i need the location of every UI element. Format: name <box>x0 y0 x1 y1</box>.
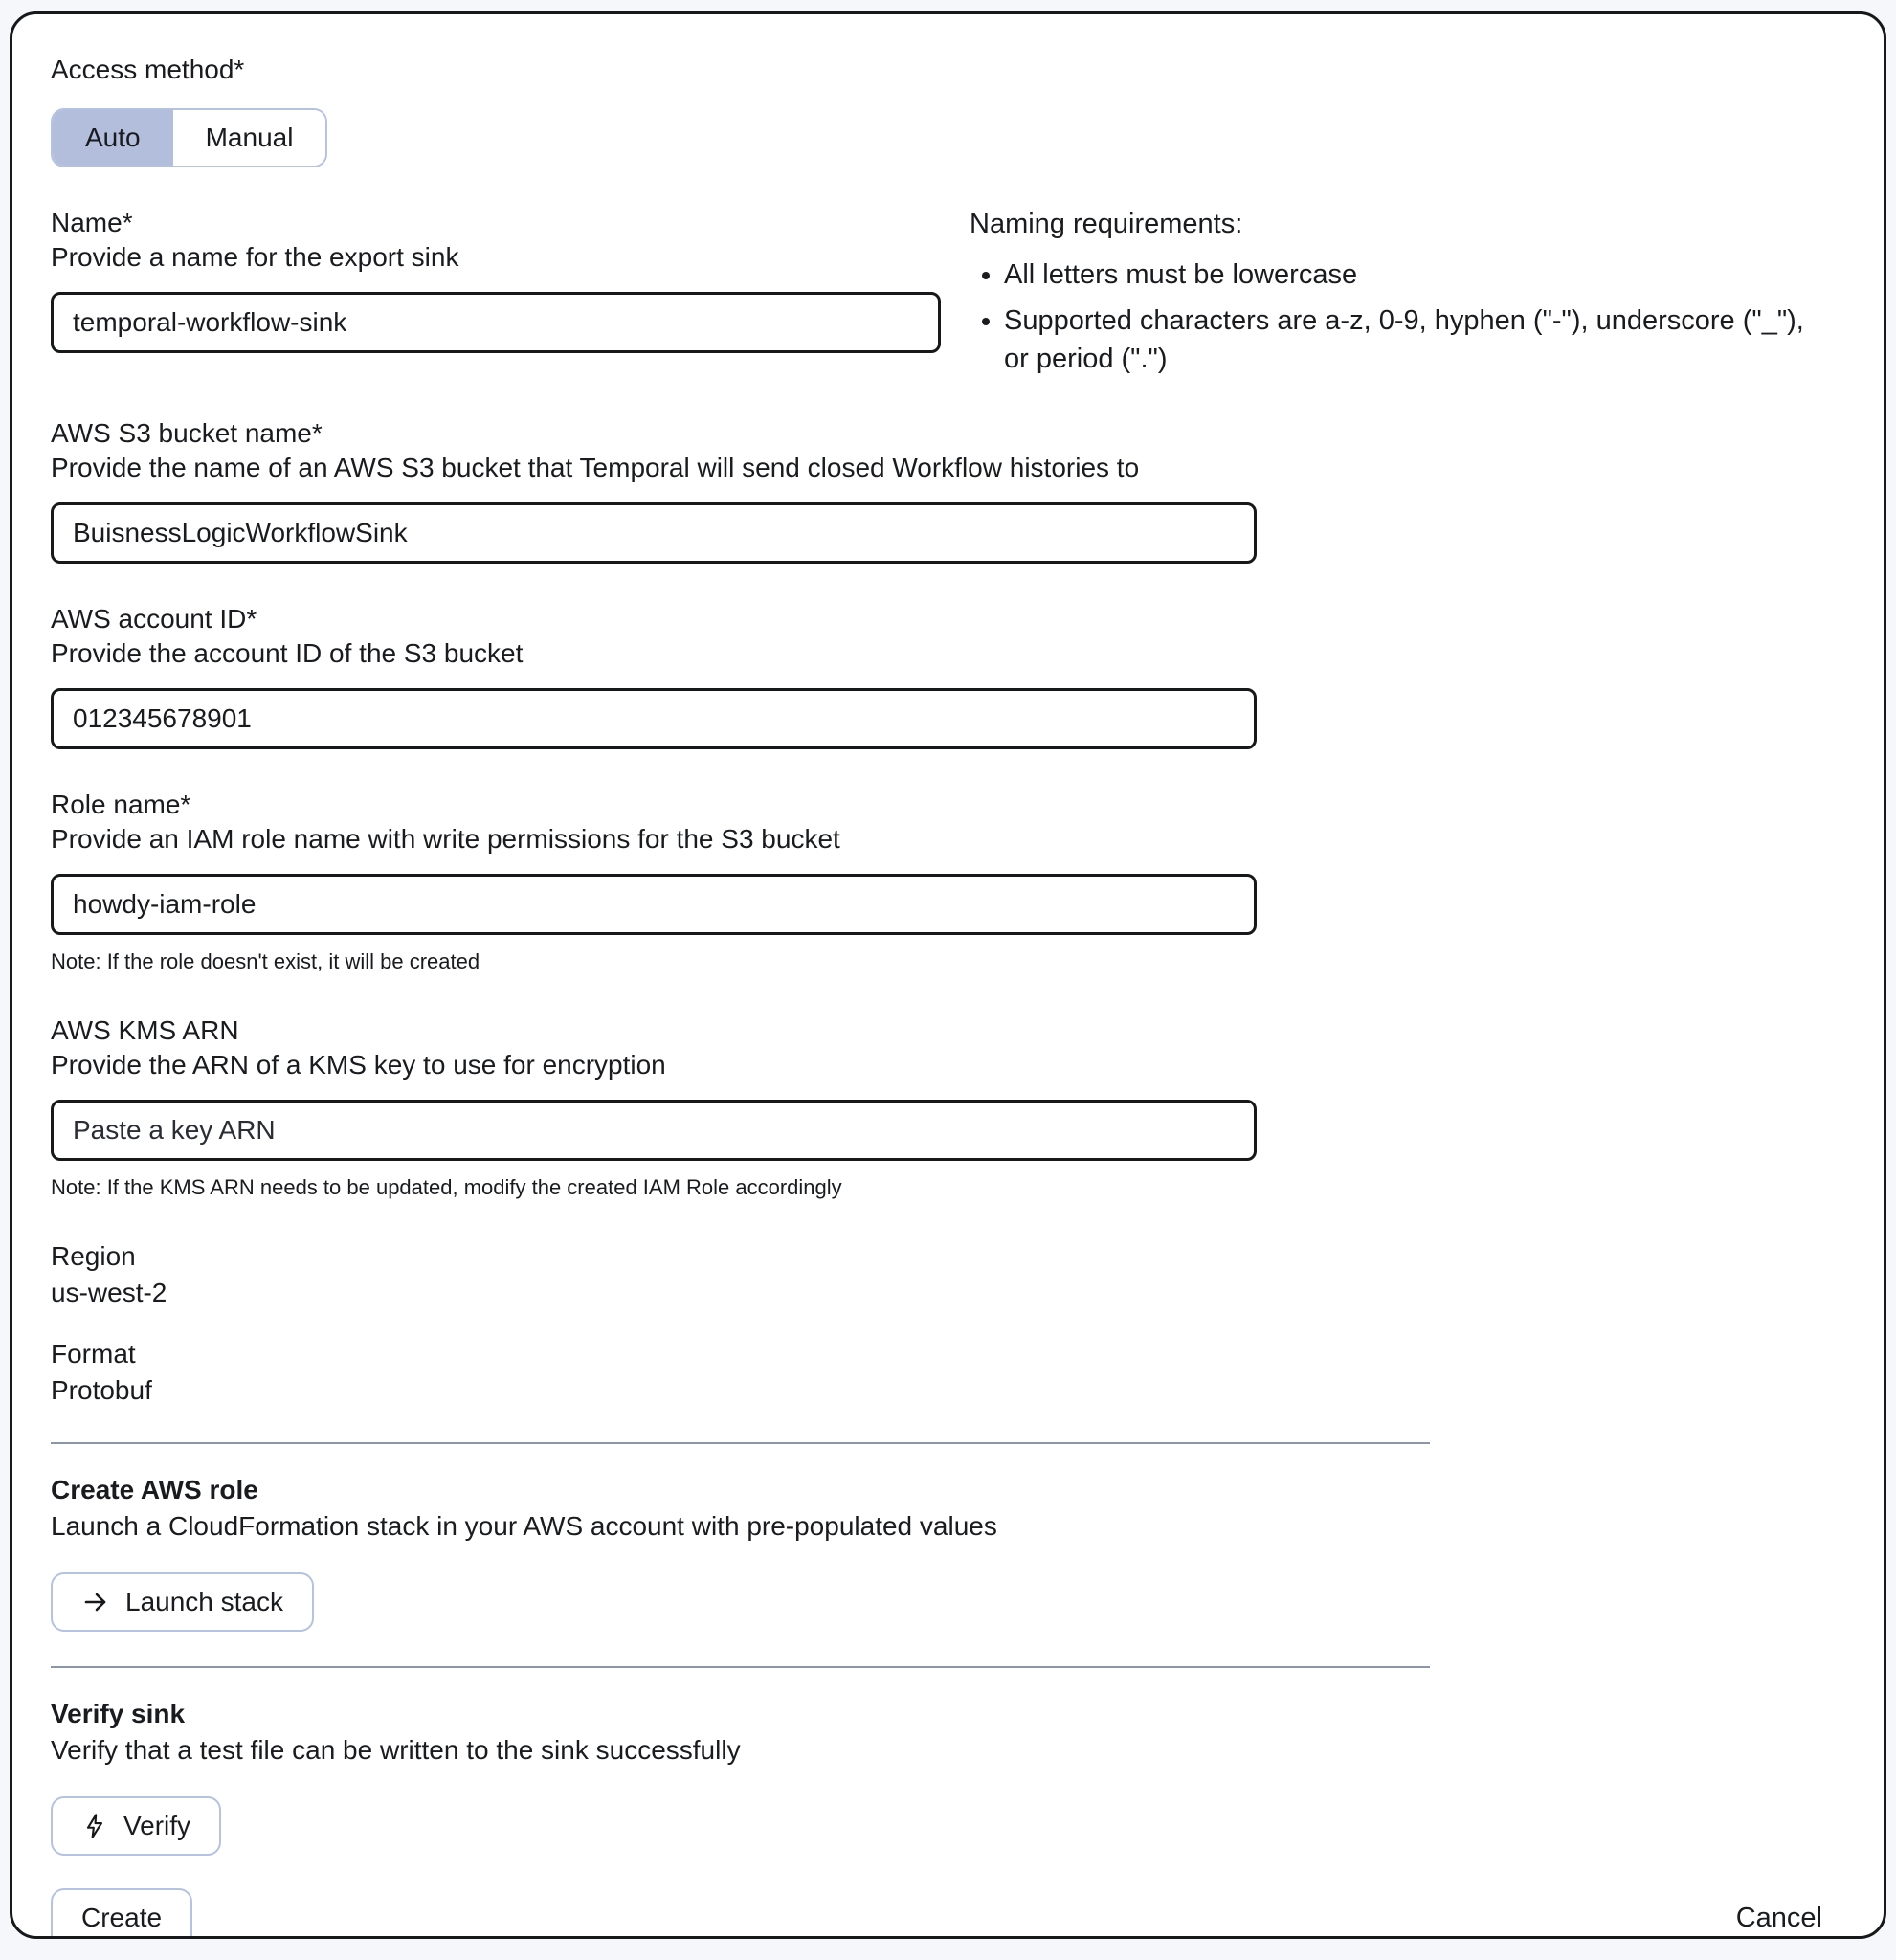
launch-stack-button[interactable] <box>51 1572 314 1632</box>
create-button-label: Create <box>81 1903 163 1932</box>
account-id-field-group <box>51 602 1257 749</box>
access-method-option-manual[interactable]: Manual <box>173 110 326 166</box>
account-id-description: Provide the account ID of the S3 bucket <box>51 638 524 668</box>
name-input[interactable] <box>51 292 941 353</box>
role-name-label: Role name* <box>51 790 191 819</box>
naming-requirements <box>970 206 1836 378</box>
access-method-toggle <box>51 108 327 167</box>
name-label: Name* <box>51 208 133 237</box>
name-description: Provide a name for the export sink <box>51 242 459 272</box>
role-name-description: Provide an IAM role name with write permissions for the S3 bucket <box>51 824 840 854</box>
section-divider <box>51 1442 1430 1444</box>
zap-icon <box>81 1813 108 1839</box>
region-label: Region <box>51 1241 136 1271</box>
name-field-group <box>51 206 941 378</box>
verify-sink-description: Verify that a test file can be written to the sink successfully <box>51 1735 741 1765</box>
footer-actions <box>51 1888 1836 1939</box>
kms-arn-input[interactable] <box>51 1100 1257 1161</box>
s3-bucket-input[interactable] <box>51 502 1257 564</box>
verify-button-label: Verify <box>123 1811 191 1840</box>
create-button[interactable] <box>51 1888 192 1939</box>
export-sink-form-card <box>10 11 1886 1939</box>
s3-bucket-label: AWS S3 bucket name* <box>51 418 323 448</box>
format-info <box>51 1337 1836 1408</box>
account-id-label: AWS account ID* <box>51 604 257 634</box>
region-info <box>51 1239 1836 1310</box>
naming-requirements-title: Naming requirements: <box>970 209 1243 239</box>
kms-arn-note: Note: If the KMS ARN needs to be updated, modify the created IAM Role accordingly <box>51 1175 842 1199</box>
launch-stack-button-label: Launch stack <box>125 1587 283 1616</box>
format-value: Protobuf <box>51 1375 152 1405</box>
cancel-button[interactable]: Cancel <box>1723 1903 1836 1934</box>
account-id-input[interactable] <box>51 688 1257 749</box>
role-name-note: Note: If the role doesn't exist, it will be created <box>51 949 480 973</box>
role-name-field-group <box>51 788 1257 975</box>
role-name-input[interactable] <box>51 874 1257 935</box>
arrow-right-icon <box>81 1588 110 1616</box>
naming-requirement-item: • All letters must be lowercase <box>1004 256 1836 294</box>
kms-arn-description: Provide the ARN of a KMS key to use for encryption <box>51 1050 666 1080</box>
access-method-option-auto[interactable]: Auto <box>53 110 173 166</box>
s3-bucket-field-group <box>51 416 1257 564</box>
verify-sink-title: Verify sink <box>51 1699 186 1728</box>
kms-arn-label: AWS KMS ARN <box>51 1015 239 1045</box>
naming-requirement-item: • Supported characters are a-z, 0-9, hyphen ("-"), underscore ("_"), or period (".") <box>1004 301 1836 378</box>
region-value: us-west-2 <box>51 1278 167 1307</box>
naming-requirements-list <box>970 256 1836 378</box>
create-aws-role-description: Launch a CloudFormation stack in your AWS account with pre-populated values <box>51 1511 997 1541</box>
s3-bucket-description: Provide the name of an AWS S3 bucket that Temporal will send closed Workflow histories to <box>51 453 1140 482</box>
create-aws-role-title: Create AWS role <box>51 1475 258 1504</box>
kms-arn-field-group <box>51 1013 1257 1201</box>
verify-button[interactable] <box>51 1796 221 1856</box>
access-method-label: Access method* <box>51 55 245 84</box>
section-divider <box>51 1666 1430 1668</box>
format-label: Format <box>51 1339 136 1369</box>
